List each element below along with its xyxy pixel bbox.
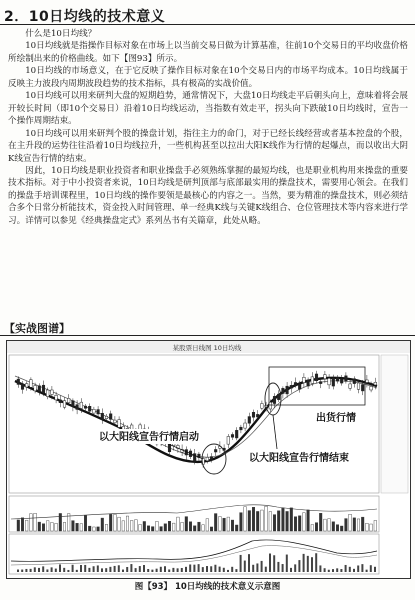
volume-bar (311, 525, 314, 531)
volume-bar (177, 517, 180, 531)
indicator-bar (319, 565, 321, 572)
indicator-bar (135, 568, 137, 572)
indicator-bar (21, 570, 23, 572)
volume-bar (130, 520, 133, 531)
candle-body (244, 423, 247, 428)
volume-bar (349, 514, 352, 531)
volume-bar (135, 520, 138, 531)
indicator-bar (46, 569, 48, 572)
indicator-bar (366, 570, 368, 572)
indicator-bar (265, 567, 267, 572)
indicator-bar (336, 568, 338, 572)
indicator-bar (181, 568, 183, 572)
paragraph-stock-plan: 10日均线可以用来研判个股的操盘计划，指往主力的命门，对于已经长线经营或者基本控盘的个股，在主升段的运势往往沿着10日均线拉升，一些机构甚至以拉出大阳K线作为行情的起爆点，而以收出大阴K线宣告行情的结束。 (8, 128, 408, 164)
volume-bar (214, 514, 217, 531)
candle-body (252, 412, 255, 417)
candle-body (345, 376, 348, 382)
indicator-bar (17, 570, 19, 572)
indicator-bar (244, 561, 246, 572)
indicator-bar (227, 570, 229, 572)
paragraph-definition: 10日均线就是指操作目标对象在市场上以当前交易日做为计算基准，往前10个交易日的平均收盘价格所绘制出来的价格曲线。如下【图93】所示。 (8, 41, 408, 64)
candle-body (34, 386, 37, 391)
candle-body (67, 398, 70, 402)
indicator-bar (118, 565, 120, 572)
indicator-bar (177, 568, 179, 572)
indicator-bar (294, 564, 296, 572)
indicator-bar (122, 570, 124, 572)
volume-bar (55, 523, 58, 531)
volume-bar (366, 523, 369, 531)
volume-bar (80, 524, 83, 531)
volume-bar (307, 510, 310, 531)
indicator-bar (30, 569, 32, 572)
paragraph-index-trend: 10日均线可以用来研判大盘的短期趋势，通常情况下，大盘10日均线走平后朝头向上，意味着将会展开较长时间（即10个交易日）沿着10日均线运动，当指数有效走平，拐头向下跌破10日均线时，宣告一个操作周期结束。 (8, 91, 408, 127)
volume-bar (357, 519, 360, 531)
indicator-bar (193, 565, 195, 572)
candle-body (340, 379, 343, 383)
volume-bar (202, 525, 205, 531)
indicator-bar (256, 563, 258, 572)
volume-bar (30, 514, 33, 531)
indicator-bar (370, 565, 372, 572)
candle-body (248, 417, 251, 424)
indicator-line-2 (11, 546, 377, 565)
section-title: 2．10日均线的技术意义 (4, 9, 166, 25)
volume-bar (189, 522, 192, 531)
volume-bar (324, 519, 327, 531)
indicator-bar (269, 554, 271, 572)
candle-body (303, 377, 306, 382)
indicator-bar (286, 555, 288, 572)
figure-caption: 图【93】 10日均线的技术意义示意图 (134, 582, 281, 592)
volume-bar (256, 511, 259, 531)
volume-bar (88, 526, 91, 531)
indicator-bar (105, 568, 107, 572)
candle-body (55, 395, 58, 400)
volume-bar (63, 522, 66, 531)
indicator-bar (97, 565, 99, 572)
volume-bar (151, 527, 154, 531)
candle-body (105, 416, 108, 418)
volume-bar (109, 514, 112, 531)
volume-bar (290, 508, 293, 531)
candle-body (290, 385, 293, 388)
end-label: 以大阳线宣告行情结束 (249, 453, 349, 464)
indicator-bar (185, 567, 187, 572)
indicator-bar (328, 570, 330, 572)
indicator-bar (311, 557, 313, 572)
indicator-bar (315, 553, 317, 572)
volume-bar (193, 526, 196, 531)
volume-bar (17, 520, 20, 531)
volume-bar (181, 522, 184, 531)
candle-body (84, 406, 87, 408)
candle-body (109, 414, 112, 420)
indicator-bar (206, 566, 208, 572)
indicator-bar (361, 564, 363, 572)
chart-header-text: 某股票日线图 10日均线 (172, 344, 242, 352)
candle-body (214, 449, 217, 452)
candle-body (72, 401, 75, 407)
candle-body (374, 382, 377, 385)
volume-bar (126, 516, 129, 531)
candle-body (235, 430, 238, 438)
indicator-bar (156, 569, 158, 572)
volume-bar (336, 525, 339, 531)
volume-bar (286, 511, 289, 531)
indicator-bar (93, 566, 95, 572)
volume-bar (76, 523, 79, 531)
candle-body (294, 382, 297, 385)
indicator-bar (353, 569, 355, 572)
volume-bar (223, 518, 226, 531)
volume-bar (185, 517, 188, 531)
indicator-bar (210, 566, 212, 572)
candle-body (328, 378, 331, 385)
indicator-bar (357, 565, 359, 572)
volume-bar (332, 522, 335, 531)
volume-bar (240, 513, 243, 531)
body-text (8, 28, 408, 227)
candle-body (370, 386, 373, 390)
indicator-bar (219, 567, 221, 572)
volume-bar (164, 524, 167, 531)
candle-body (93, 409, 96, 413)
volume-bar (265, 506, 268, 531)
candlestick-chart (7, 341, 410, 578)
volume-bar (51, 522, 54, 531)
candle-body (353, 379, 356, 384)
volume-bar (235, 525, 238, 531)
volume-bar (303, 513, 306, 531)
volume-bar (147, 526, 150, 531)
indicator-bar (55, 569, 57, 572)
end-arrow (273, 415, 277, 449)
candle-body (97, 410, 100, 414)
volume-bar (219, 516, 222, 531)
indicator-bar (290, 568, 292, 572)
candle-body (361, 385, 364, 391)
indicator-bar (151, 570, 153, 572)
volume-bar (370, 524, 373, 531)
candle-body (357, 383, 360, 389)
indicator-bar (202, 567, 204, 572)
candle-body (261, 404, 264, 409)
indicator-bar (80, 565, 82, 572)
volume-bar (374, 520, 377, 531)
candle-body (46, 390, 49, 397)
indicator-bar (214, 565, 216, 572)
candle-body (282, 388, 285, 393)
candle-body (307, 380, 310, 386)
indicator-bar (231, 567, 233, 572)
volume-bar (269, 512, 272, 531)
candle-body (38, 386, 41, 391)
candle-body (88, 406, 91, 411)
indicator-bar (261, 561, 263, 572)
volume-bar (248, 511, 251, 531)
candle-body (21, 384, 24, 390)
candle-body (30, 380, 33, 388)
volume-bar (139, 524, 142, 531)
candle-body (63, 401, 66, 407)
subhead: 【实战图谱】 (4, 322, 70, 335)
indicator-bar (164, 566, 166, 572)
indicator-line-1 (11, 540, 377, 561)
volume-bar (210, 527, 213, 531)
volume-bar (231, 520, 234, 531)
candle-body (227, 436, 230, 444)
volume-bar (361, 517, 364, 531)
indicator-bar (59, 564, 61, 572)
indicator-bar (235, 569, 237, 572)
indicator-bar (345, 565, 347, 572)
indicator-bar (109, 567, 111, 572)
candle-body (76, 405, 79, 410)
indicator-bar (147, 569, 149, 572)
indicator-bar (324, 568, 326, 572)
indicator-bar (307, 556, 309, 572)
indicator-bar (198, 564, 200, 572)
volume-bar (315, 523, 318, 531)
indicator-bar (139, 566, 141, 572)
volume-bar (72, 521, 75, 531)
indicator-bar (67, 570, 69, 572)
candle-body (336, 378, 339, 382)
volume-bar (328, 519, 331, 531)
volume-bar (25, 520, 28, 531)
exit-label: 出货行情 (316, 413, 356, 424)
indicator-bar (168, 569, 170, 572)
volume-bar (206, 519, 209, 531)
candle-body (311, 377, 314, 384)
volume-bar (118, 517, 121, 531)
volume-bar (252, 507, 255, 531)
title-rule (0, 24, 415, 25)
volume-bar (46, 521, 49, 531)
volume-bar (345, 519, 348, 531)
indicator-bar (252, 565, 254, 572)
volume-bar (114, 514, 117, 531)
candle-body (59, 400, 62, 403)
indicator-bar (130, 564, 132, 572)
indicator-bar (114, 566, 116, 572)
volume-bar (244, 507, 247, 531)
indicator-bar (282, 564, 284, 572)
indicator-bar (38, 568, 40, 572)
indicator-bars-group (17, 553, 376, 572)
candle-body (42, 385, 45, 393)
volume-bar (277, 511, 280, 531)
volume-bar (101, 518, 104, 531)
candle-body (51, 390, 54, 394)
indicator-bar (42, 566, 44, 572)
candle-body (277, 394, 280, 400)
volume-bar (340, 526, 343, 531)
indicator-bar (25, 569, 27, 572)
volume-bar (273, 515, 276, 531)
candle-body (80, 402, 83, 408)
indicator-bar (189, 564, 191, 572)
indicator-bar (248, 554, 250, 572)
paragraph-question: 什么是10日均线？ (25, 29, 97, 39)
candle-body (315, 374, 318, 381)
candle-body (324, 375, 327, 379)
volume-bar (319, 513, 322, 531)
indicator-bar (143, 565, 145, 572)
paragraph-market-meaning: 10日均线的市场意义，在于它反映了操作目标对象在10个交易日内的市场平均成本。10日均线属于反映主力波段内周期波段趋势的技术指标，具有极高的实战价值。 (8, 66, 408, 89)
volume-bar (298, 516, 301, 531)
indicator-bar (84, 565, 86, 572)
indicator-bar (34, 567, 36, 572)
candle-body (256, 414, 259, 417)
candle-body (114, 420, 117, 423)
volume-bar (156, 521, 159, 531)
indicator-bar (298, 560, 300, 572)
volume-bar (21, 518, 24, 531)
volume-bar (227, 517, 230, 531)
volume-bar (34, 513, 37, 531)
indicator-bar (76, 570, 78, 572)
indicator-bar (340, 569, 342, 572)
volume-bar (38, 522, 41, 531)
candle-body (101, 413, 104, 419)
volume-bar (59, 513, 62, 531)
volume-bar (294, 517, 297, 531)
candle-body (286, 386, 289, 394)
volume-bar (160, 527, 163, 531)
indicator-bar (349, 567, 351, 572)
indicator-bar (223, 568, 225, 572)
candle-body (273, 396, 276, 403)
volume-bar (198, 522, 201, 531)
price-axis (381, 355, 408, 493)
candle-body (17, 379, 20, 384)
paragraph-conclusion: 因此，10日均线是职业投资者和职业操盘手必须熟练掌握的最短均线，也是职业机构用来操盘的重要技术指标。对于中小投资者来说，10日均线是研判顶部与底部最实用的操盘技术，需要用心领会。在我们的操盘手培训课程里，10日均线的操作要领是最核心的内容之一。当然，要为精准的操盘技术，则必须结合多个日常分析能技术，资金投入时间管理、单一经典K线与关键K线组合、仓位管理技术等内容来进行学习。详情可以参见《经典操盘定式》系列丛书有关篇章，此处从略。 (8, 165, 408, 226)
start-label: 以大阳线宣告行情启动 (99, 432, 199, 443)
volume-bar (261, 510, 264, 531)
indicator-bar (240, 555, 242, 572)
volume-bar (353, 518, 356, 531)
volume-bar (143, 521, 146, 531)
candle-body (319, 382, 322, 384)
indicator-bar (88, 568, 90, 572)
candle-body (366, 380, 369, 383)
indicator-bar (277, 562, 279, 572)
indicator-bar (273, 555, 275, 572)
indicator-bar (332, 569, 334, 572)
indicator-bar (160, 567, 162, 572)
volume-bar (282, 508, 285, 531)
volume-bar (168, 521, 171, 531)
candle-body (349, 384, 352, 388)
volume-bar (97, 527, 100, 531)
candle-body (231, 435, 234, 438)
indicator-bar (172, 568, 174, 572)
chart-figure (6, 340, 411, 579)
candle-body (240, 427, 243, 430)
candle-body (206, 457, 209, 460)
indicator-bar (101, 568, 103, 572)
subhead-rule (0, 335, 415, 336)
volume-bar (172, 523, 175, 531)
indicator-bar (51, 567, 53, 572)
indicator-bar (63, 568, 65, 572)
volume-bars-group (17, 506, 377, 531)
candle-body (118, 420, 121, 428)
volume-bar (93, 527, 96, 531)
volume-bar (122, 521, 125, 531)
candle-body (210, 457, 213, 460)
indicator-bar (72, 565, 74, 572)
indicator-bar (303, 554, 305, 572)
volume-bar (105, 524, 108, 531)
volume-bar (84, 515, 87, 531)
indicator-bar (374, 567, 376, 572)
candle-body (332, 378, 335, 386)
candle-body (298, 383, 301, 389)
candle-body (25, 384, 28, 387)
volume-bar (42, 524, 45, 531)
indicator-bar (126, 567, 128, 572)
